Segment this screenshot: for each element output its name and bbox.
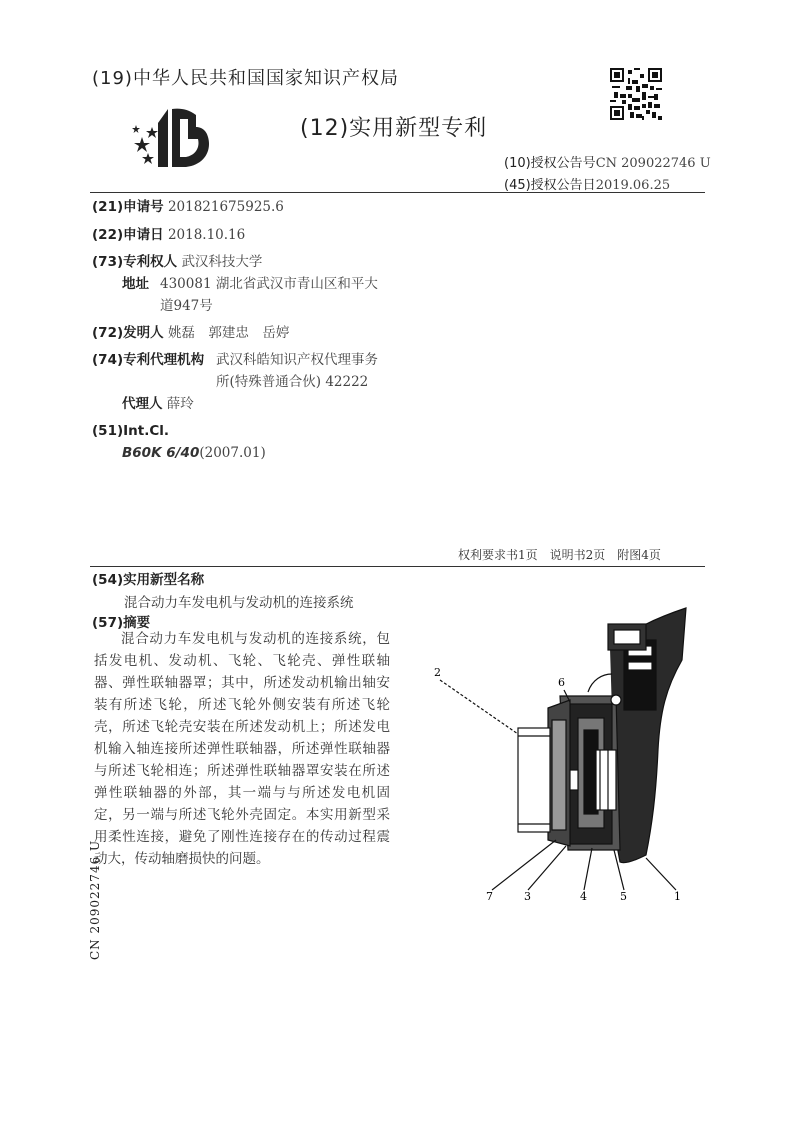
callout-1: 1 bbox=[674, 890, 681, 903]
address-label: 地址 bbox=[122, 276, 149, 292]
publication-date-row bbox=[504, 174, 670, 193]
patent-type-title: (12)实用新型专利 bbox=[300, 116, 488, 141]
ipc-version: (2007.01) bbox=[199, 445, 266, 461]
header-divider bbox=[90, 192, 705, 193]
agency-line-2: 所(特殊普通合伙) 42222 bbox=[216, 374, 369, 390]
publication-number-label: (10)授权公告号 bbox=[504, 156, 596, 171]
cnipa-logo bbox=[128, 105, 212, 173]
patentee-label: (73)专利权人 bbox=[92, 254, 178, 270]
patentee-row bbox=[92, 252, 262, 272]
agent-label: 代理人 bbox=[122, 396, 163, 412]
inventors: 姚磊 郭建忠 岳婷 bbox=[167, 325, 290, 341]
application-number-row bbox=[92, 197, 284, 217]
application-number: 201821675925.6 bbox=[167, 199, 284, 215]
agency-label: (74)专利代理机构 bbox=[92, 352, 205, 368]
callout-6: 6 bbox=[558, 676, 565, 689]
utility-model-title: 混合动力车发电机与发动机的连接系统 bbox=[124, 595, 354, 611]
ipc-row bbox=[122, 443, 266, 463]
address-line-2: 道947号 bbox=[160, 298, 213, 314]
publication-number-row bbox=[504, 152, 711, 171]
callout-7: 7 bbox=[486, 890, 493, 903]
publication-number: CN 209022746 U bbox=[595, 156, 711, 171]
abstract-text: 混合动力车发电机与发动机的连接系统，包括发电机、发动机、飞轮、飞轮壳、弹性联轴器、弹性联轴器罩；其中，所述发动机输出轴安装有所述飞轮，所述飞轮外侧安装有所述飞轮壳，所述飞轮壳安装在所述发动机上；所述发电机输入轴连接所述弹性联轴器，所述弹性联轴器与所述飞轮相连；所述弹性联轴器罩安装在所述弹性联轴器的外部，其一端与与所述发电机固定，另一端与所述飞轮外壳固定。本实用新型采用柔性连接，避免了刚性连接存在的传动过程震动大，传动轴磨损快的问题。 bbox=[94, 631, 390, 867]
patentee: 武汉科技大学 bbox=[181, 254, 263, 270]
callout-5: 5 bbox=[620, 890, 627, 903]
office-name: (19)中华人民共和国国家知识产权局 bbox=[92, 68, 399, 89]
int-cl-label: (51)Int.Cl. bbox=[92, 423, 170, 439]
utility-model-title-label: (54)实用新型名称 bbox=[92, 572, 205, 588]
side-publication-number: CN 209022746 U bbox=[88, 839, 102, 960]
abstract-body bbox=[94, 628, 390, 870]
qr-code-icon bbox=[610, 68, 662, 120]
agent: 薛玲 bbox=[166, 396, 194, 412]
callout-2: 2 bbox=[434, 666, 441, 679]
callout-3: 3 bbox=[524, 890, 531, 903]
biblio-divider bbox=[90, 566, 705, 567]
ipc-code: B60K 6/40 bbox=[122, 445, 200, 461]
application-date-label: (22)申请日 bbox=[92, 227, 164, 243]
abstract-drawing bbox=[420, 600, 700, 905]
callout-4: 4 bbox=[580, 890, 587, 903]
inventors-row bbox=[92, 323, 289, 343]
application-date-row bbox=[92, 225, 245, 245]
publication-date-label: (45)授权公告日 bbox=[504, 178, 596, 193]
agency-line-1: 武汉科皓知识产权代理事务 bbox=[216, 352, 378, 368]
publication-date: 2019.06.25 bbox=[595, 178, 671, 193]
inventors-label: (72)发明人 bbox=[92, 325, 164, 341]
application-number-label: (21)申请号 bbox=[92, 199, 164, 215]
address-line-1: 430081 湖北省武汉市青山区和平大 bbox=[160, 276, 378, 292]
abstract-label: (57)摘要 bbox=[92, 615, 151, 631]
page-counts: 权利要求书1页 说明书2页 附图4页 bbox=[458, 548, 661, 562]
agent-row bbox=[122, 394, 194, 414]
application-date: 2018.10.16 bbox=[167, 227, 246, 243]
